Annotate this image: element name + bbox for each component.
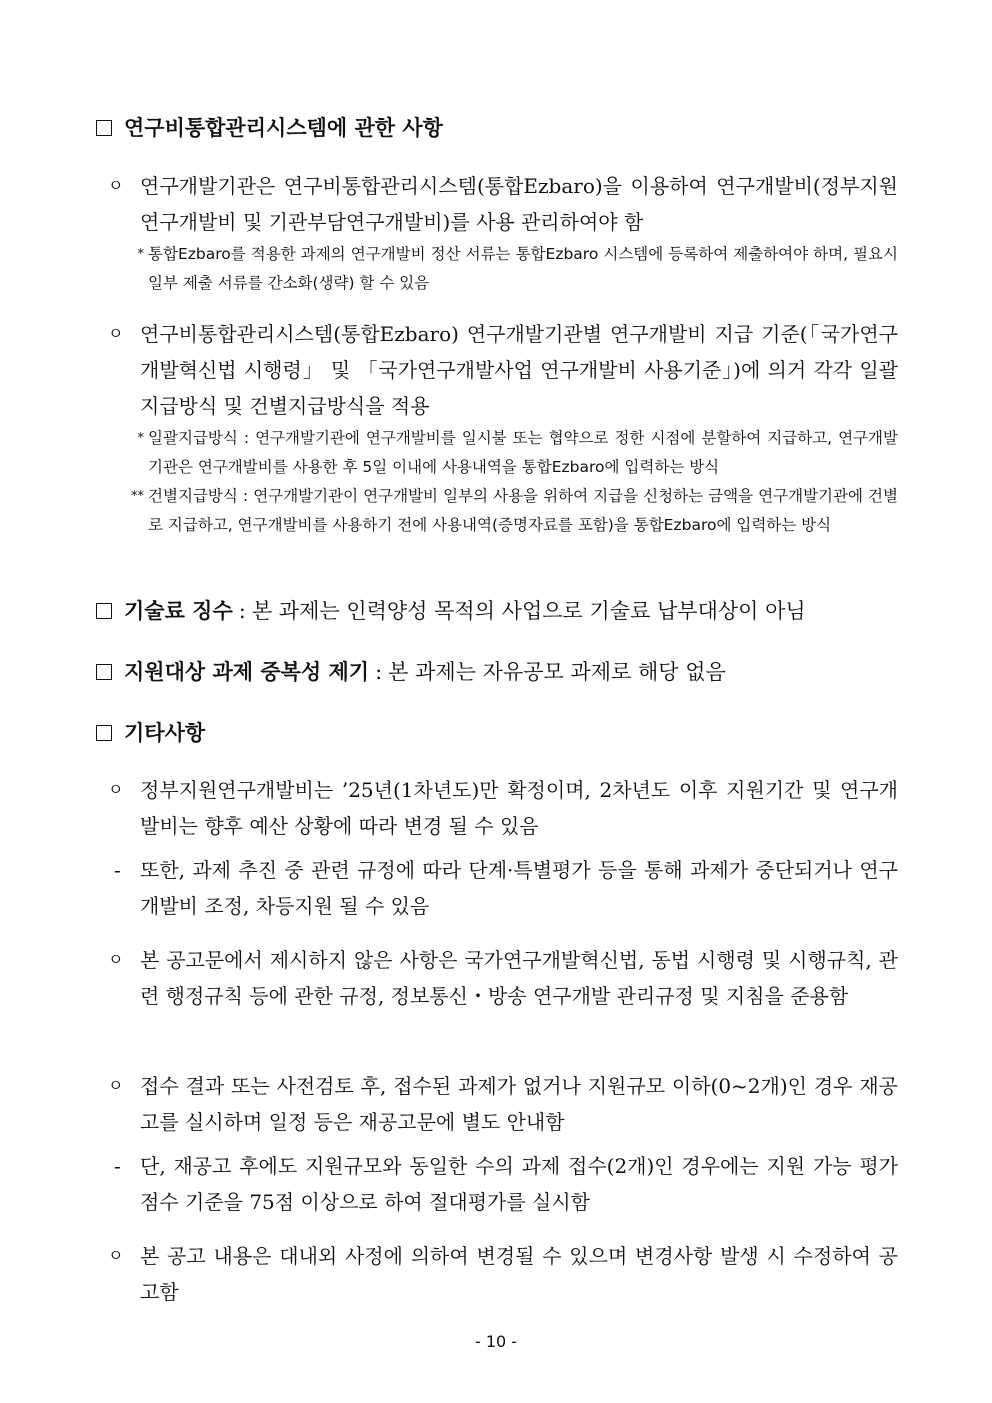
empty-square-icon <box>96 120 112 136</box>
bullet-item: ㅇ 본 공고문에서 제시하지 않은 사항은 국가연구개발혁신법, 동법 시행령 및 시행규칙, 관련 행정규칙 등에 관한 규정, 정보통신・방송 연구개발 관리규정 및 지침을 준용함 <box>108 942 898 1014</box>
footnote: ** 건별지급방식 : 연구개발기관이 연구개발비 일부의 사용을 위하여 지급을 신청하는 금액을 연구개발기관에 건별로 지급하고, 연구개발비를 사용하기 전에 사용내역(증명자료를 포함)을 통합Ezbaro에 입력하는 방식 <box>131 487 898 534</box>
dash-item: - 단, 재공고 후에도 지원규모와 동일한 수의 과제 접수(2개)인 경우에는 지원 가능 평가점수 기준을 75점 이상으로 하여 절대평가를 실시함 <box>114 1154 898 1214</box>
bullet-item: ㅇ 연구비통합관리시스템(통합Ezbaro) 연구개발기관별 연구개발비 지급 기준(「국가연구개발혁신법 시행령」 및 「국가연구개발사업 연구개발비 사용기준」)에 의거 각각 일괄지급방식 및 건별지급방식을 적용 <box>108 316 898 424</box>
section-heading-misc: 기타사항 <box>96 718 906 748</box>
footnote: * 일괄지급방식 : 연구개발기관에 연구개발비를 일시불 또는 협약으로 정한 시점에 분할하여 지급하고, 연구개발기관은 연구개발비를 사용한 후 5일 이내에 사용내역을 통합Ezbaro에 입력하는 방식 <box>137 429 898 476</box>
dash-item: - 또한, 과제 추진 중 관련 규정에 따라 단계·특별평가 등을 통해 과제가 중단되거나 연구개발비 조정, 차등지원 될 수 있음 <box>114 858 898 918</box>
circle-bullet-icon: ㅇ <box>108 780 124 799</box>
bullet-item: ㅇ 접수 결과 또는 사전검토 후, 접수된 과제가 없거나 지원규모 이하(0~2개)인 경우 재공고를 실시하며 일정 등은 재공고문에 별도 안내함 <box>108 1068 898 1140</box>
bullet-item: ㅇ 정부지원연구개발비는 ’25년(1차년도)만 확정이며, 2차년도 이후 지원기간 및 연구개발비는 향후 예산 상황에 따라 변경 될 수 있음 <box>108 772 898 844</box>
section-heading-ezbaro: 연구비통합관리시스템에 관한 사항 <box>96 113 906 143</box>
circle-bullet-icon: ㅇ <box>108 324 124 343</box>
circle-bullet-icon: ㅇ <box>108 950 124 969</box>
bullet-item: ㅇ 본 공고 내용은 대내외 사정에 의하여 변경될 수 있으며 변경사항 발생 시 수정하여 공고함 <box>108 1238 898 1310</box>
empty-square-icon <box>96 664 112 680</box>
bullet-item: ㅇ 연구개발기관은 연구비통합관리시스템(통합Ezbaro)을 이용하여 연구개발비(정부지원연구개발비 및 기관부담연구개발비)를 사용 관리하여야 함 <box>108 168 898 240</box>
circle-bullet-icon: ㅇ <box>108 1076 124 1095</box>
section-heading-duplication: 지원대상 과제 중복성 제기 : 본 과제는 자유공모 과제로 해당 없음 <box>96 657 906 687</box>
page-number: - 10 - <box>474 1332 518 1351</box>
empty-square-icon <box>96 725 112 741</box>
circle-bullet-icon: ㅇ <box>108 1246 124 1265</box>
empty-square-icon <box>96 603 112 619</box>
section-heading-royalty: 기술료 징수 : 본 과제는 인력양성 목적의 사업으로 기술료 납부대상이 아님 <box>96 596 906 626</box>
circle-bullet-icon: ㅇ <box>108 176 124 195</box>
footnote: * 통합Ezbaro를 적용한 과제의 연구개발비 정산 서류는 통합Ezbaro 시스템에 등록하여 제출하여야 하며, 필요시 일부 제출 서류를 간소화(생략) 할 수 있음 <box>137 245 898 292</box>
